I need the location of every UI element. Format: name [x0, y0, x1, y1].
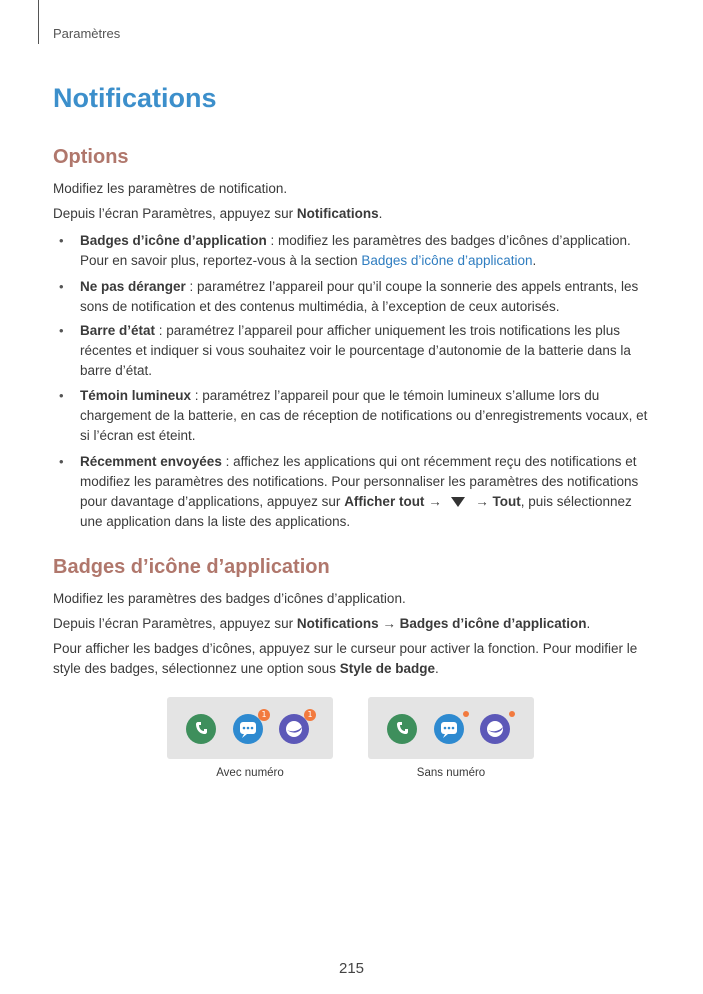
bullet-item-status-bar [80, 321, 652, 381]
arrow: → [424, 494, 446, 509]
badges-path [53, 614, 653, 634]
bullet-text: . [532, 253, 537, 268]
header-rule [38, 0, 39, 44]
path-suffix: . [586, 616, 591, 631]
phone-app-icon [387, 714, 417, 744]
path-bold: Notifications [296, 206, 379, 221]
internet-app-icon [480, 714, 510, 744]
show-all-label: Afficher tout [344, 494, 425, 509]
page-title: Notifications [53, 83, 217, 113]
bullet-item-recent [80, 452, 652, 532]
bullet-text: : paramétrez l’appareil pour que le témoin lumineux s’allume lors du chargement de la batterie, en cas de réception de notifications ou d’enregistrements vocaux, et si l’écran est éteint. [80, 388, 648, 443]
badge-example-with-number [167, 697, 333, 759]
bullet-text: , puis sélectionnez une application dans la liste des applications. [80, 494, 632, 529]
bullet-mark: • [59, 388, 64, 403]
bullet-text: : paramétrez l’appareil pour afficher uniquement les trois notifications les plus récentes et indiquer si vous souhaitez voir le pourcentage d’autonomie de la batterie dans la barre d’état. [80, 323, 631, 378]
bullet-term: Récemment envoyées [80, 454, 222, 469]
badge-count: 1 [258, 709, 270, 721]
arrow: → [378, 616, 400, 631]
dropdown-triangle-icon [451, 497, 465, 507]
bullet-term: Témoin lumineux [80, 388, 192, 403]
bullet-item-led [80, 386, 652, 446]
bullet-term: Badges d’icône d’application [80, 233, 267, 248]
bullet-text: : affichez les applications qui ont récemment reçu des notifications et modifiez les paramètres des notifications. Pour personnaliser les paramètres des notifications pour davantage d’applications, appuyez sur [80, 454, 639, 509]
path-bold: Notifications [296, 616, 379, 631]
messages-app-icon [434, 714, 464, 744]
instruction-text: Pour afficher les badges d’icônes, appuyez sur le curseur pour activer la fonction. Pour modifier le style des badges, sélectionnez une option sous [53, 641, 638, 676]
path-text: Depuis l’écran Paramètres, appuyez sur [53, 616, 297, 631]
badge-count: 1 [304, 709, 316, 721]
badges-heading: Badges d’icône d’application [53, 556, 330, 578]
internet-app-icon [279, 710, 313, 744]
options-heading: Options [53, 146, 129, 168]
bullet-item-app-badges [80, 231, 652, 271]
phone-app-icon [186, 714, 216, 744]
options-intro: Modifiez les paramètres de notification. [53, 181, 288, 196]
section-header: Paramètres [53, 26, 121, 41]
options-path [53, 204, 653, 224]
app-badges-link[interactable]: Badges d’icône d’application [361, 253, 533, 268]
bullet-text: : paramétrez l’appareil pour qu’il coupe la sonnerie des appels entrants, les sons de notification et des contenus multimédia, à l’exception de ceux autorisés. [80, 279, 639, 314]
badge-example-without-number [368, 697, 534, 759]
caption-without-number: Sans numéro [416, 767, 486, 779]
path-suffix: . [378, 206, 383, 221]
caption-with-number: Avec numéro [216, 767, 284, 779]
bullet-text: : modifiez les paramètres des badges d’icônes d’application. Pour en savoir plus, reportez-vous à la section [80, 233, 631, 268]
badge-dot [509, 711, 515, 717]
instruction-suffix: . [434, 661, 439, 676]
all-label: Tout [492, 494, 521, 509]
messages-app-icon [233, 710, 267, 744]
badges-intro: Modifiez les paramètres des badges d’icônes d’application. [53, 591, 406, 606]
badge-dot [463, 711, 469, 717]
bullet-term: Barre d’état [80, 323, 156, 338]
bullet-mark: • [59, 233, 64, 248]
path-bold: Badges d’icône d’application [399, 616, 587, 631]
bullet-term: Ne pas déranger [80, 279, 186, 294]
arrow: → [471, 494, 493, 509]
badges-instructions [53, 639, 653, 679]
path-text: Depuis l’écran Paramètres, appuyez sur [53, 206, 297, 221]
bullet-mark: • [59, 279, 64, 294]
page-number: 215 [338, 960, 365, 977]
bullet-item-do-not-disturb [80, 277, 652, 317]
badge-style-label: Style de badge [339, 661, 435, 676]
bullet-mark: • [59, 454, 64, 469]
bullet-mark: • [59, 323, 64, 338]
